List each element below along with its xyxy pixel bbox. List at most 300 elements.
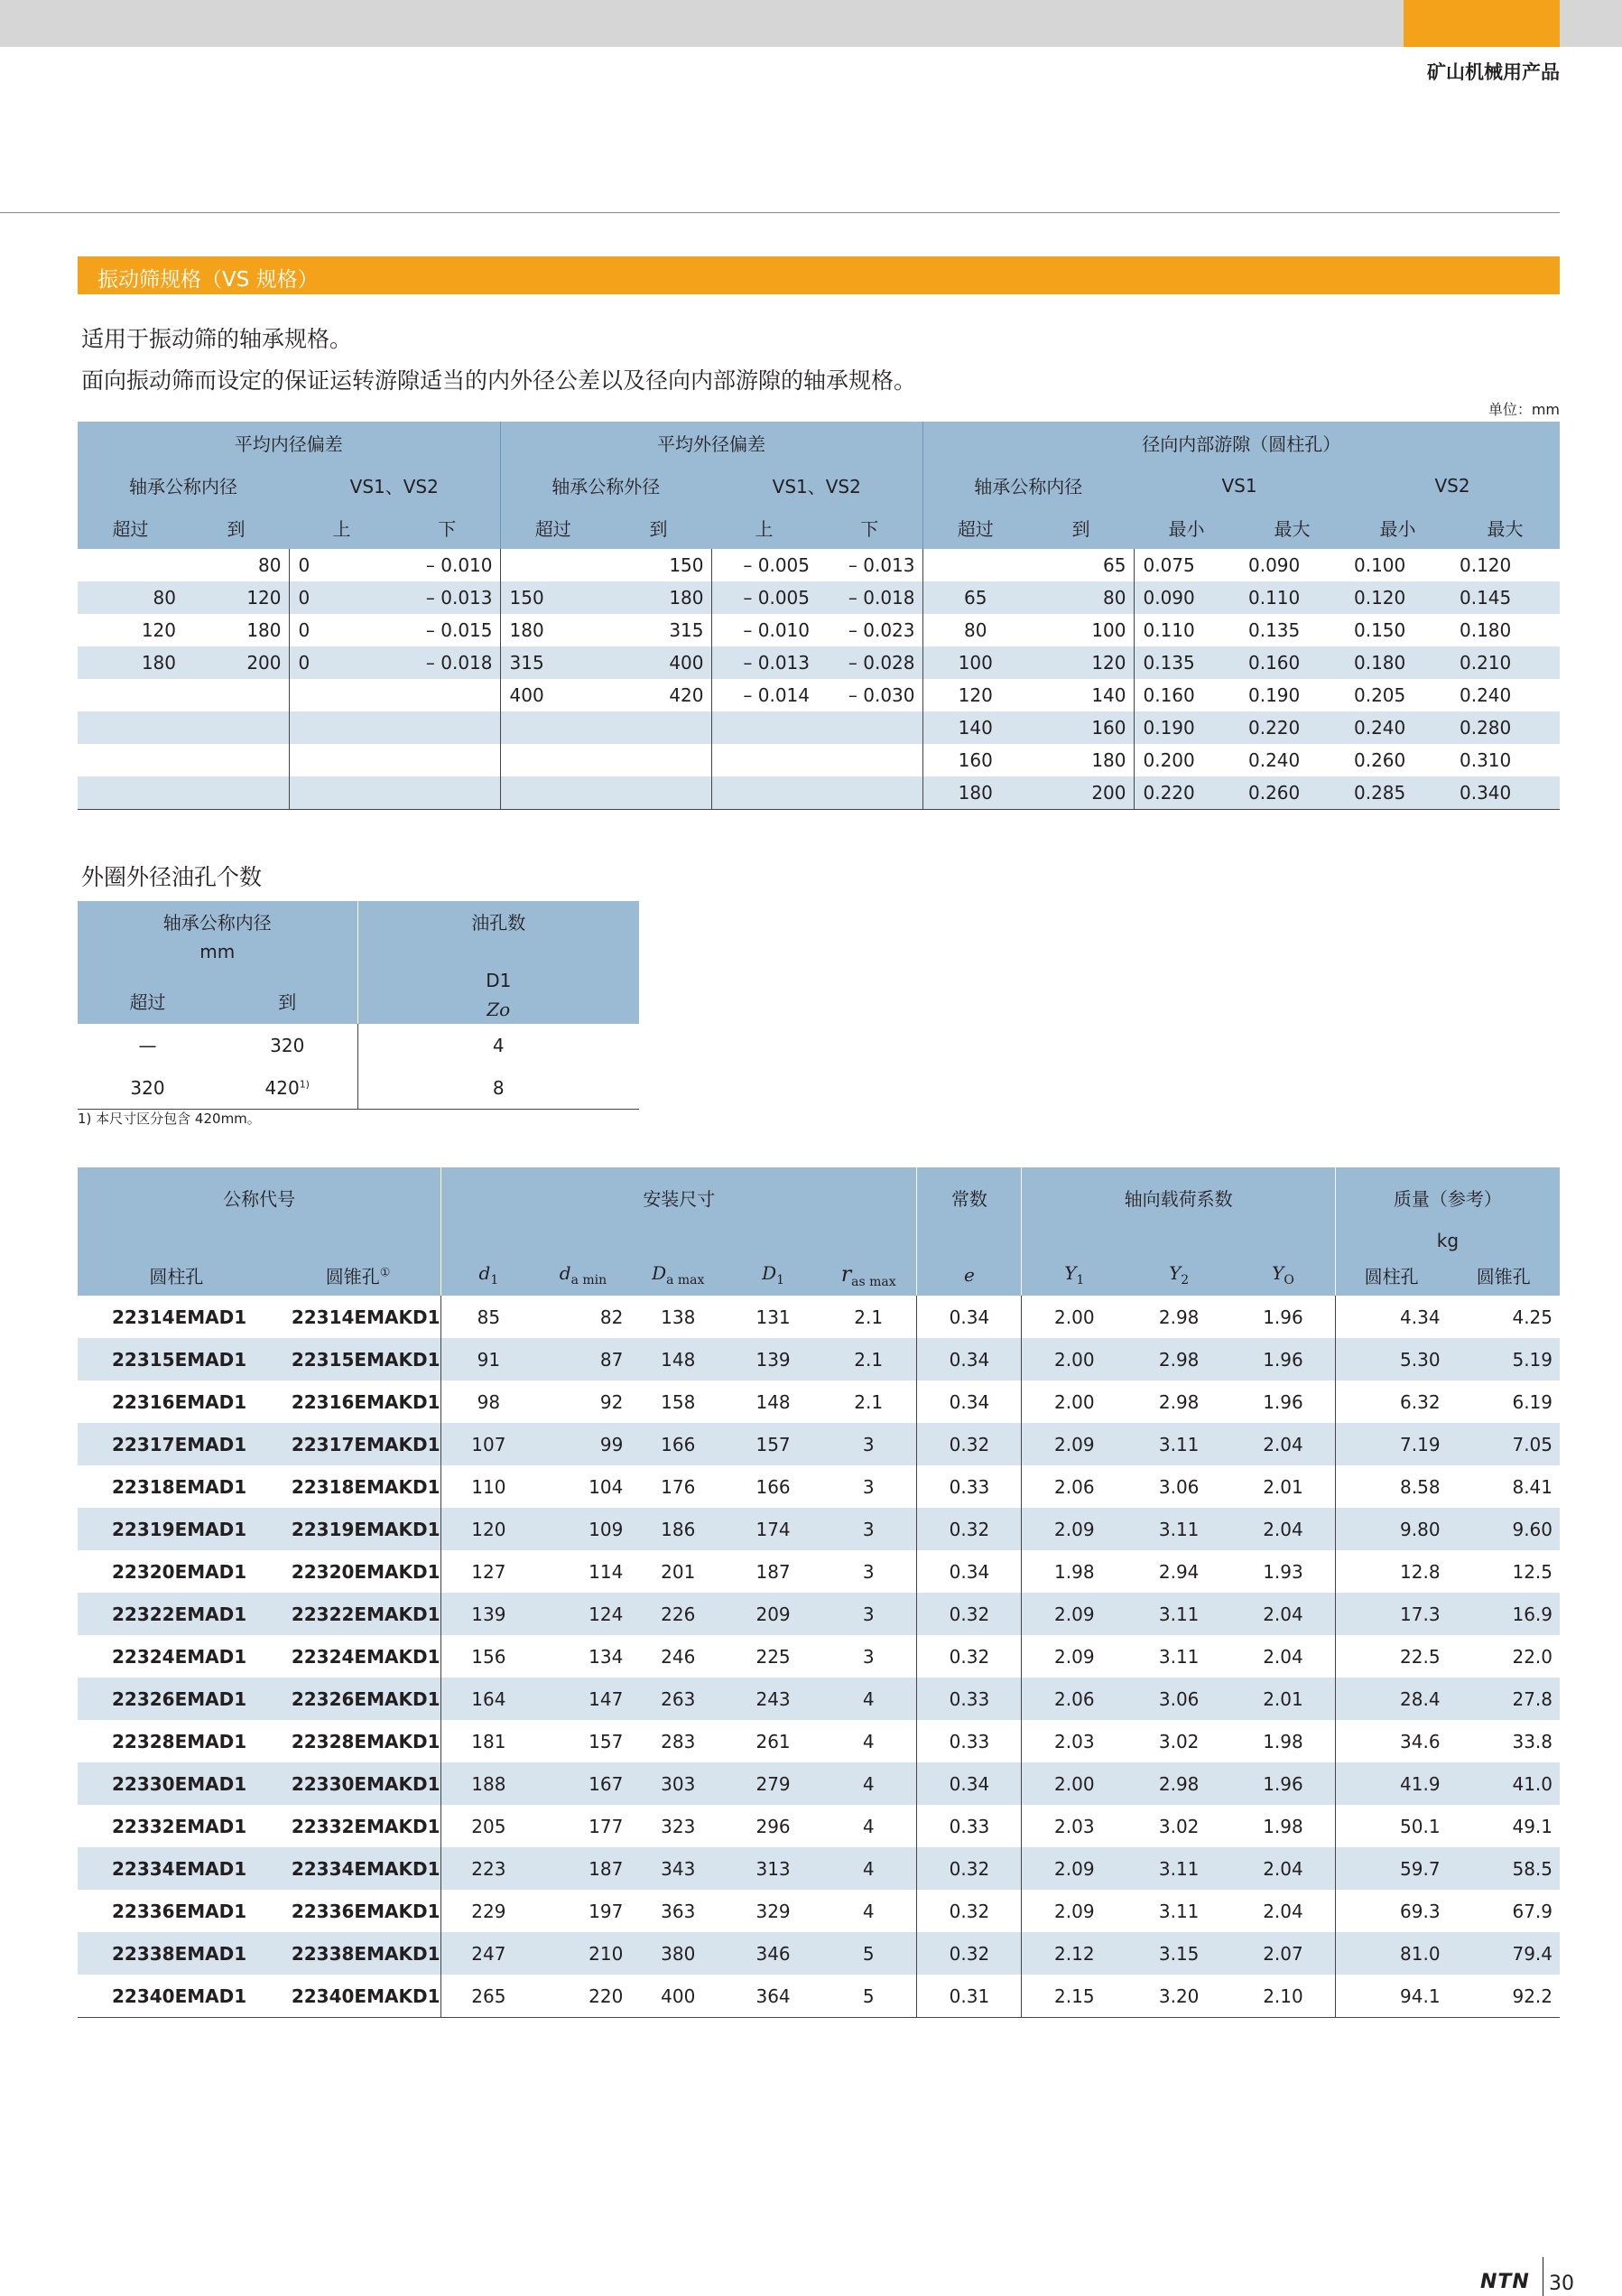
table-cell: 2.00	[1022, 1296, 1126, 1338]
oil-row-to	[218, 1066, 357, 1110]
table-cell: 0.340	[1460, 782, 1512, 804]
column-header: 最大	[1239, 507, 1345, 549]
part-number-cell: 22334EMAKD1	[291, 1857, 440, 1880]
table-cell: 3	[862, 1433, 875, 1455]
table-cell: – 0.013	[425, 587, 493, 609]
table-cell: 22.0	[1512, 1645, 1552, 1668]
table-cell	[711, 711, 817, 744]
part-number-cell: 22316EMAD1	[112, 1390, 247, 1413]
table-row	[78, 1380, 1560, 1423]
table-cell: 420	[669, 684, 704, 706]
table-cell: 3.20	[1158, 1985, 1200, 2007]
table-cell	[606, 776, 711, 810]
table-cell: 180	[246, 619, 282, 641]
table-cell: 140	[922, 711, 1028, 744]
table-cell	[500, 776, 606, 810]
table-cell	[817, 744, 922, 776]
intro-line-1: 适用于振动筛的轴承规格。	[81, 326, 353, 352]
table-cell: 82	[599, 1306, 624, 1328]
table-cell: 313	[755, 1857, 791, 1880]
table-cell: 91	[441, 1338, 536, 1380]
table-cell: 0.135	[1134, 646, 1239, 679]
table-cell: 0.34	[917, 1296, 1022, 1338]
table-cell: 2.06	[1022, 1678, 1126, 1720]
table-cell: 3.11	[1158, 1518, 1200, 1540]
oil-header-holes	[357, 901, 639, 1024]
table-cell: 80	[258, 554, 282, 576]
oil-header-bore	[78, 901, 357, 977]
part-number-cell: 22319EMAKD1	[291, 1518, 440, 1540]
table-cell: 5	[862, 1942, 875, 1965]
table-cell: 3	[862, 1603, 875, 1625]
table-row	[78, 1465, 1560, 1508]
table-cell: 346	[755, 1942, 791, 1965]
sub-header: VS1、VS2	[711, 464, 922, 507]
intro-line-2: 面向振动筛而设定的保证运转游隙适当的内外径公差以及径向内部游隙的轴承规格。	[81, 367, 917, 394]
table-cell	[817, 776, 922, 810]
table-row	[78, 1678, 1560, 1720]
table-cell: 80	[1103, 587, 1126, 609]
table-cell	[606, 744, 711, 776]
table-cell: 4	[862, 1772, 875, 1795]
table-cell	[606, 711, 711, 744]
table-cell: 157	[755, 1433, 791, 1455]
table-cell	[78, 679, 183, 711]
oil-hole-title: 外圈外径油孔个数	[81, 864, 263, 890]
sub-header: VS2	[1345, 464, 1560, 507]
table-cell: 180	[500, 614, 606, 646]
table-cell: 3	[862, 1518, 875, 1540]
part-number-cell: 22318EMAKD1	[291, 1475, 440, 1498]
part-number-cell: 22338EMAKD1	[291, 1942, 440, 1965]
table-cell	[289, 679, 394, 711]
table-cell: – 0.013	[848, 554, 915, 576]
table-row	[78, 711, 1560, 744]
header-Y2-symbol: Y	[1169, 1262, 1182, 1284]
table-cell: 100	[922, 646, 1028, 679]
table-cell: 180	[1091, 749, 1126, 771]
table-cell: 41.0	[1512, 1772, 1552, 1795]
table-cell: 247	[441, 1932, 536, 1975]
table-cell: 120	[922, 679, 1028, 711]
sub-header: 轴承公称内径	[922, 464, 1134, 507]
table-cell: 65	[922, 581, 1028, 614]
table-cell: 131	[755, 1306, 791, 1328]
table-cell: 2.04	[1263, 1603, 1303, 1625]
table-cell: 2.09	[1022, 1508, 1126, 1550]
table-cell: 81.0	[1335, 1932, 1447, 1975]
table-cell: 3.06	[1158, 1687, 1200, 1710]
table-cell: 4	[862, 1857, 875, 1880]
part-number-cell: 22324EMAKD1	[291, 1645, 440, 1668]
oil-row-count: 4	[357, 1024, 639, 1066]
table-cell: 2.98	[1158, 1348, 1200, 1371]
header-da-symbol: d	[559, 1262, 571, 1284]
part-number-cell: 22322EMAD1	[112, 1603, 247, 1625]
table-cell: 59.7	[1335, 1847, 1447, 1890]
table-cell: 4	[862, 1687, 875, 1710]
table-cell: 79.4	[1512, 1942, 1552, 1965]
table-cell: 2.09	[1022, 1593, 1126, 1635]
table-cell: 1.96	[1263, 1772, 1303, 1795]
header-Y2-sub: 2	[1181, 1273, 1190, 1287]
table-cell: 160	[1091, 717, 1126, 739]
table-cell: 2.03	[1022, 1805, 1126, 1847]
column-header: 上	[711, 507, 817, 549]
table-cell: 5	[862, 1985, 875, 2007]
table-cell: 0.160	[1248, 652, 1301, 674]
table-cell: 0.120	[1460, 554, 1512, 576]
oil-hole-table	[78, 901, 639, 1110]
table-cell: 3	[862, 1645, 875, 1668]
table-cell: 3.15	[1158, 1942, 1200, 1965]
oil-row-over: 320	[130, 1076, 165, 1099]
table-cell: 120	[441, 1508, 536, 1550]
table-cell: 2.09	[1022, 1847, 1126, 1890]
header-Y1-symbol: Y	[1064, 1262, 1077, 1284]
table-cell: 2.09	[1022, 1890, 1126, 1932]
table-cell: 94.1	[1335, 1975, 1447, 2018]
header-Y2	[1126, 1254, 1231, 1296]
table-cell: – 0.030	[848, 684, 915, 706]
table-cell	[183, 776, 289, 810]
table-cell: 343	[661, 1857, 696, 1880]
table-cell: 22.5	[1335, 1635, 1447, 1678]
table-row	[78, 1805, 1560, 1847]
table-cell: 104	[589, 1475, 624, 1498]
header-code: 公称代号	[78, 1167, 441, 1227]
header-kg: kg	[1335, 1227, 1560, 1254]
table-cell: 28.4	[1335, 1678, 1447, 1720]
column-header: 下	[394, 507, 500, 549]
table-row	[78, 646, 1560, 679]
table-cell: 186	[661, 1518, 696, 1540]
table-cell: 85	[441, 1296, 536, 1338]
part-number-cell: 22319EMAD1	[112, 1518, 247, 1540]
part-number-cell: 22326EMAKD1	[291, 1687, 440, 1710]
table-cell: 0.32	[917, 1508, 1022, 1550]
table-cell: 8.58	[1335, 1465, 1447, 1508]
table-cell: 80	[153, 587, 176, 609]
sub-header: VS1	[1134, 464, 1345, 507]
brand-logo: NTN	[1480, 2271, 1530, 2293]
table-cell	[183, 711, 289, 744]
table-cell: 226	[661, 1603, 696, 1625]
table-cell: 12.8	[1335, 1550, 1447, 1593]
header-Yo	[1231, 1254, 1335, 1296]
table-cell: 180	[669, 587, 704, 609]
table-cell	[394, 744, 500, 776]
table-cell: – 0.014	[711, 679, 817, 711]
table-cell	[500, 711, 606, 744]
header-mass-cyl: 圆柱孔	[1335, 1254, 1447, 1296]
part-number-cell: 22334EMAD1	[112, 1857, 247, 1880]
table-cell: 181	[441, 1720, 536, 1762]
table-cell: 2.1	[854, 1306, 884, 1328]
table-cell: 2.00	[1022, 1338, 1126, 1380]
top-banner	[0, 0, 1622, 47]
header-d1-symbol: d	[478, 1262, 491, 1284]
part-number-cell: 22322EMAKD1	[291, 1603, 440, 1625]
table-cell: 2.06	[1022, 1465, 1126, 1508]
oil-row-over: —	[138, 1034, 157, 1056]
oil-header-bore-label: 轴承公称内径	[162, 912, 272, 934]
table-cell: 261	[755, 1730, 791, 1752]
table-cell: 315	[500, 646, 606, 679]
table-cell: 7.19	[1335, 1423, 1447, 1465]
table-cell: 177	[589, 1815, 624, 1837]
table-row	[78, 1635, 1560, 1678]
table-cell: – 0.028	[848, 652, 915, 674]
table-row	[78, 549, 1560, 581]
table-cell: 0.090	[1248, 554, 1301, 576]
table-cell: 0.090	[1134, 581, 1239, 614]
oil-header-to: 到	[218, 977, 357, 1024]
column-header: 到	[606, 507, 711, 549]
part-number-cell: 22317EMAKD1	[291, 1433, 440, 1455]
table-cell	[78, 549, 183, 581]
table-cell: 67.9	[1512, 1900, 1552, 1922]
table-cell: 0.110	[1134, 614, 1239, 646]
table-cell: 2.03	[1022, 1720, 1126, 1762]
table-cell: 200	[246, 652, 282, 674]
table-cell: 9.60	[1512, 1518, 1552, 1540]
table-cell: 0.33	[917, 1678, 1022, 1720]
table-cell: 127	[441, 1550, 536, 1593]
table-cell: 2.12	[1022, 1932, 1126, 1975]
table-row	[78, 744, 1560, 776]
table-cell: 0.32	[917, 1635, 1022, 1678]
table-cell: 225	[755, 1645, 791, 1668]
oil-header-unit: mm	[199, 941, 236, 962]
table-cell: 0.260	[1248, 782, 1301, 804]
table-cell: 0.34	[917, 1762, 1022, 1805]
table-cell: 3	[862, 1475, 875, 1498]
table-row	[78, 1593, 1560, 1635]
table-cell: 0	[289, 581, 394, 614]
table-cell: 1.96	[1263, 1348, 1303, 1371]
table-cell: 140	[1091, 684, 1126, 706]
table-cell	[289, 776, 394, 810]
oil-row-to-value: 420	[264, 1076, 300, 1099]
table-cell: 2.00	[1022, 1762, 1126, 1805]
table-cell: 0.135	[1248, 619, 1301, 641]
table-row	[78, 1847, 1560, 1890]
table-cell: 0.32	[917, 1932, 1022, 1975]
table-cell: 205	[441, 1805, 536, 1847]
header-e: e	[917, 1254, 1022, 1296]
table-cell: 200	[1091, 782, 1126, 804]
header-rule	[0, 212, 1560, 213]
table-cell: 120	[141, 619, 176, 641]
part-number-cell: 22340EMAD1	[112, 1985, 247, 2007]
header-Da-sub: a max	[666, 1273, 705, 1287]
table-cell: 0.32	[917, 1847, 1022, 1890]
table-cell: 147	[589, 1687, 624, 1710]
table-cell: 2.1	[854, 1348, 884, 1371]
header-tapered-bore-label: 圆锥孔	[325, 1265, 380, 1287]
table-cell: 265	[441, 1975, 536, 2018]
table-cell: 0.200	[1134, 744, 1239, 776]
header-da-sub: a min	[570, 1273, 607, 1287]
table-cell: 17.3	[1335, 1593, 1447, 1635]
table-row	[78, 1423, 1560, 1465]
table-cell: 0	[289, 646, 394, 679]
part-number-cell: 22328EMAKD1	[291, 1730, 440, 1752]
oil-row-footnote-mark: 1)	[299, 1077, 310, 1090]
table-cell: 3.11	[1158, 1603, 1200, 1625]
table-cell: 1.98	[1022, 1550, 1126, 1593]
header-r-symbol: r	[840, 1260, 852, 1287]
oil-header-zo: Zo	[487, 999, 511, 1020]
header-cyl-bore: 圆柱孔	[78, 1254, 275, 1296]
table-cell: 120	[246, 587, 282, 609]
table-cell: 180	[922, 776, 1028, 810]
table-cell: 400	[500, 679, 606, 711]
table-cell: 1.98	[1263, 1815, 1303, 1837]
table-cell: 0	[289, 614, 394, 646]
part-number-cell: 22324EMAD1	[112, 1645, 247, 1668]
table-cell: 364	[755, 1985, 791, 2007]
table-cell: 323	[661, 1815, 696, 1837]
column-header: 最小	[1345, 507, 1451, 549]
page-number: 30	[1549, 2273, 1574, 2295]
table-cell: 4	[862, 1730, 875, 1752]
column-header: 超过	[78, 507, 183, 549]
header-Da-symbol: D	[652, 1262, 667, 1284]
header-D1	[726, 1254, 820, 1296]
table-cell: 50.1	[1335, 1805, 1447, 1847]
table-cell: 0.34	[917, 1338, 1022, 1380]
table-cell: 0.32	[917, 1423, 1022, 1465]
table-cell: 2.01	[1263, 1475, 1303, 1498]
part-number-cell: 22338EMAD1	[112, 1942, 247, 1965]
table-cell: 2.00	[1022, 1380, 1126, 1423]
table-cell: 1.93	[1263, 1560, 1303, 1583]
table-row	[78, 1890, 1560, 1932]
part-number-cell: 22320EMAKD1	[291, 1560, 440, 1583]
table-cell: 6.32	[1335, 1380, 1447, 1423]
table-cell: 4.25	[1512, 1306, 1552, 1328]
column-header: 到	[183, 507, 289, 549]
oil-header-d1: D1	[486, 970, 512, 991]
table-cell: 124	[589, 1603, 624, 1625]
table-cell: – 0.018	[425, 652, 493, 674]
table-cell: 0.34	[917, 1550, 1022, 1593]
table-cell: 3.11	[1158, 1900, 1200, 1922]
table-cell	[922, 549, 1028, 581]
table-cell: 1.96	[1263, 1306, 1303, 1328]
table-cell: 4.34	[1335, 1296, 1447, 1338]
oil-footnote: 1) 本尺寸区分包含 420mm。	[78, 1111, 261, 1127]
table-cell: 3.11	[1158, 1645, 1200, 1668]
table-cell: 209	[755, 1603, 791, 1625]
table-cell: 315	[669, 619, 704, 641]
part-number-cell: 22330EMAKD1	[291, 1772, 440, 1795]
table-cell: 58.5	[1512, 1857, 1552, 1880]
table-row	[78, 1550, 1560, 1593]
section-title: 振动筛规格（VS 规格）	[97, 268, 319, 292]
part-number-cell: 22330EMAD1	[112, 1772, 247, 1795]
table-cell: 0.190	[1134, 711, 1239, 744]
column-header: 最大	[1451, 507, 1560, 549]
table-cell: 156	[441, 1635, 536, 1678]
table-cell: 160	[922, 744, 1028, 776]
top-accent-block	[1404, 0, 1560, 47]
table-cell: 1.98	[1263, 1730, 1303, 1752]
table-cell: 12.5	[1512, 1560, 1552, 1583]
table-cell: 2.09	[1022, 1423, 1126, 1465]
table-row	[78, 1508, 1560, 1550]
table-cell: 0.34	[917, 1380, 1022, 1423]
header-ras-max	[820, 1254, 917, 1296]
oil-row-count: 8	[357, 1066, 639, 1110]
table-cell: 8.41	[1512, 1475, 1552, 1498]
sub-header: 轴承公称外径	[500, 464, 711, 507]
table-cell: 0.110	[1248, 587, 1301, 609]
table-cell: 3.11	[1158, 1857, 1200, 1880]
table-cell: – 0.010	[711, 614, 817, 646]
table-cell: 2.10	[1263, 1985, 1303, 2007]
table-cell: 329	[755, 1900, 791, 1922]
table-cell: – 0.023	[848, 619, 915, 641]
part-number-cell: 22314EMAD1	[112, 1306, 247, 1328]
table-cell: 120	[1091, 652, 1126, 674]
table-cell: 0.210	[1460, 652, 1512, 674]
table-cell: 0.180	[1460, 619, 1512, 641]
header-mounting: 安装尺寸	[441, 1167, 917, 1227]
table-cell: 139	[441, 1593, 536, 1635]
table-cell	[78, 744, 183, 776]
table-row	[78, 581, 1560, 614]
table-cell: 4	[862, 1900, 875, 1922]
part-number-cell: 22314EMAKD1	[291, 1306, 440, 1328]
table-cell	[394, 711, 500, 744]
header-r-sub: as max	[851, 1274, 896, 1289]
table-cell: 2.09	[1022, 1635, 1126, 1678]
part-number-cell: 22320EMAD1	[112, 1560, 247, 1583]
table-cell: 2.04	[1263, 1857, 1303, 1880]
table-cell: 201	[661, 1560, 696, 1583]
group-header-clearance: 径向内部游隙（圆柱孔）	[922, 422, 1560, 464]
table-cell: 380	[661, 1942, 696, 1965]
group-header-bore-dev: 平均内径偏差	[78, 422, 500, 464]
table-cell: 180	[141, 652, 176, 674]
table-cell: 139	[755, 1348, 791, 1371]
table-cell: 157	[589, 1730, 624, 1752]
table-cell: 7.05	[1512, 1433, 1552, 1455]
header-axial-factor: 轴向载荷系数	[1022, 1167, 1335, 1227]
table-cell: – 0.015	[425, 619, 493, 641]
unit-label: 单位：mm	[1488, 401, 1560, 418]
table-cell: 150	[669, 554, 704, 576]
table-cell: 2.04	[1263, 1518, 1303, 1540]
table-cell	[289, 744, 394, 776]
table-cell: – 0.018	[848, 587, 915, 609]
table-cell: 0.150	[1354, 619, 1406, 641]
table-cell: 0.180	[1354, 652, 1406, 674]
table-cell: 246	[661, 1645, 696, 1668]
table-cell: 2.01	[1263, 1687, 1303, 1710]
table-cell: 0.33	[917, 1465, 1022, 1508]
table-cell	[78, 776, 183, 810]
table-cell: 0.280	[1460, 717, 1512, 739]
table-cell: 229	[441, 1890, 536, 1932]
table-cell: 9.80	[1335, 1508, 1447, 1550]
table-cell: 400	[669, 652, 704, 674]
table-cell: 16.9	[1512, 1603, 1552, 1625]
table-cell: 167	[589, 1772, 624, 1795]
